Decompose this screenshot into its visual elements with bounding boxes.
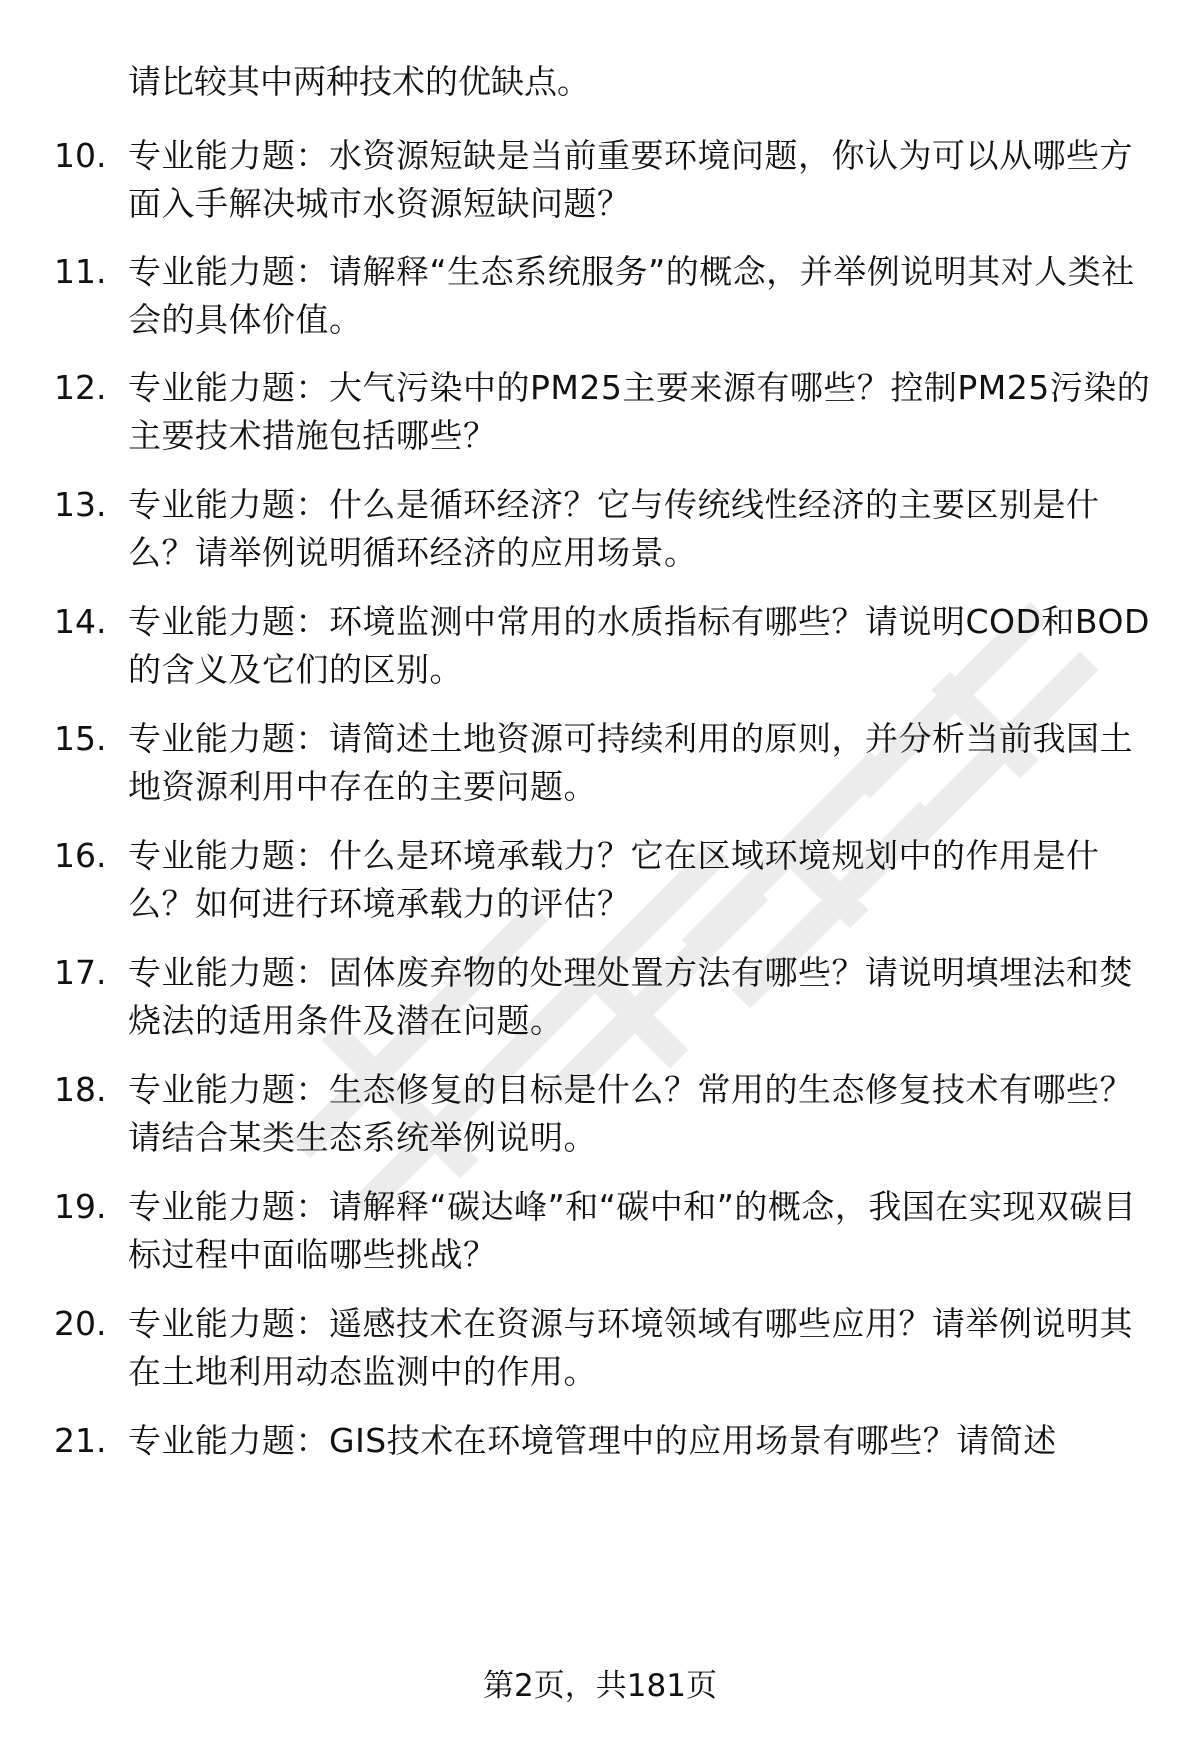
question-number: 14. [54, 602, 107, 641]
question-number: 18. [54, 1070, 107, 1109]
question-text: 专业能力题：什么是循环经济？它与传统线性经济的主要区别是什么？请举例说明循环经济的应用场景。 [128, 485, 1100, 572]
question-text: 专业能力题：大气污染中的PM25主要来源有哪些？控制PM25污染的主要技术措施包括哪些？ [128, 368, 1151, 455]
question-number: 20. [54, 1304, 107, 1343]
question-text: 专业能力题：水资源短缺是当前重要环境问题，你认为可以从哪些方面入手解决城市水资源短缺问题？ [128, 136, 1133, 223]
question-text: 专业能力题：遥感技术在资源与环境领域有哪些应用？请举例说明其在土地利用动态监测中的作用。 [128, 1304, 1133, 1391]
question-number: 12. [54, 368, 107, 407]
question-number: 21. [54, 1421, 107, 1460]
question-text: 专业能力题：请解释“生态系统服务”的概念，并举例说明其对人类社会的具体价值。 [128, 252, 1135, 339]
question-number: 15. [54, 719, 107, 758]
question-text: 专业能力题：GIS技术在环境管理中的应用场景有哪些？请简述 [128, 1421, 1057, 1460]
question-number: 19. [54, 1187, 107, 1226]
question-text: 专业能力题：请解释“碳达峰”和“碳中和”的概念，我国在实现双碳目标过程中面临哪些挑战？ [128, 1187, 1137, 1274]
question-number: 17. [54, 953, 107, 992]
page-footer: 第2页，共181页 [483, 1668, 717, 1704]
question-text: 专业能力题：固体废弃物的处理处置方法有哪些？请说明填埋法和焚烧法的适用条件及潜在问题。 [128, 953, 1133, 1040]
question-number: 11. [54, 252, 107, 291]
question-text: 专业能力题：请简述土地资源可持续利用的原则，并分析当前我国土地资源利用中存在的主要问题。 [128, 719, 1133, 806]
question-number: 10. [54, 136, 107, 175]
question-text: 专业能力题：环境监测中常用的水质指标有哪些？请说明COD和BOD的含义及它们的区别。 [128, 602, 1150, 689]
question-text: 专业能力题：什么是环境承载力？它在区域环境规划中的作用是什么？如何进行环境承载力的评估？ [128, 836, 1100, 923]
question-number: 16. [54, 836, 107, 875]
question-text: 专业能力题：生态修复的目标是什么？常用的生态修复技术有哪些？请结合某类生态系统举例说明。 [128, 1070, 1133, 1157]
continuation-text: 请比较其中两种技术的优缺点。 [128, 62, 590, 101]
question-number: 13. [54, 485, 107, 524]
